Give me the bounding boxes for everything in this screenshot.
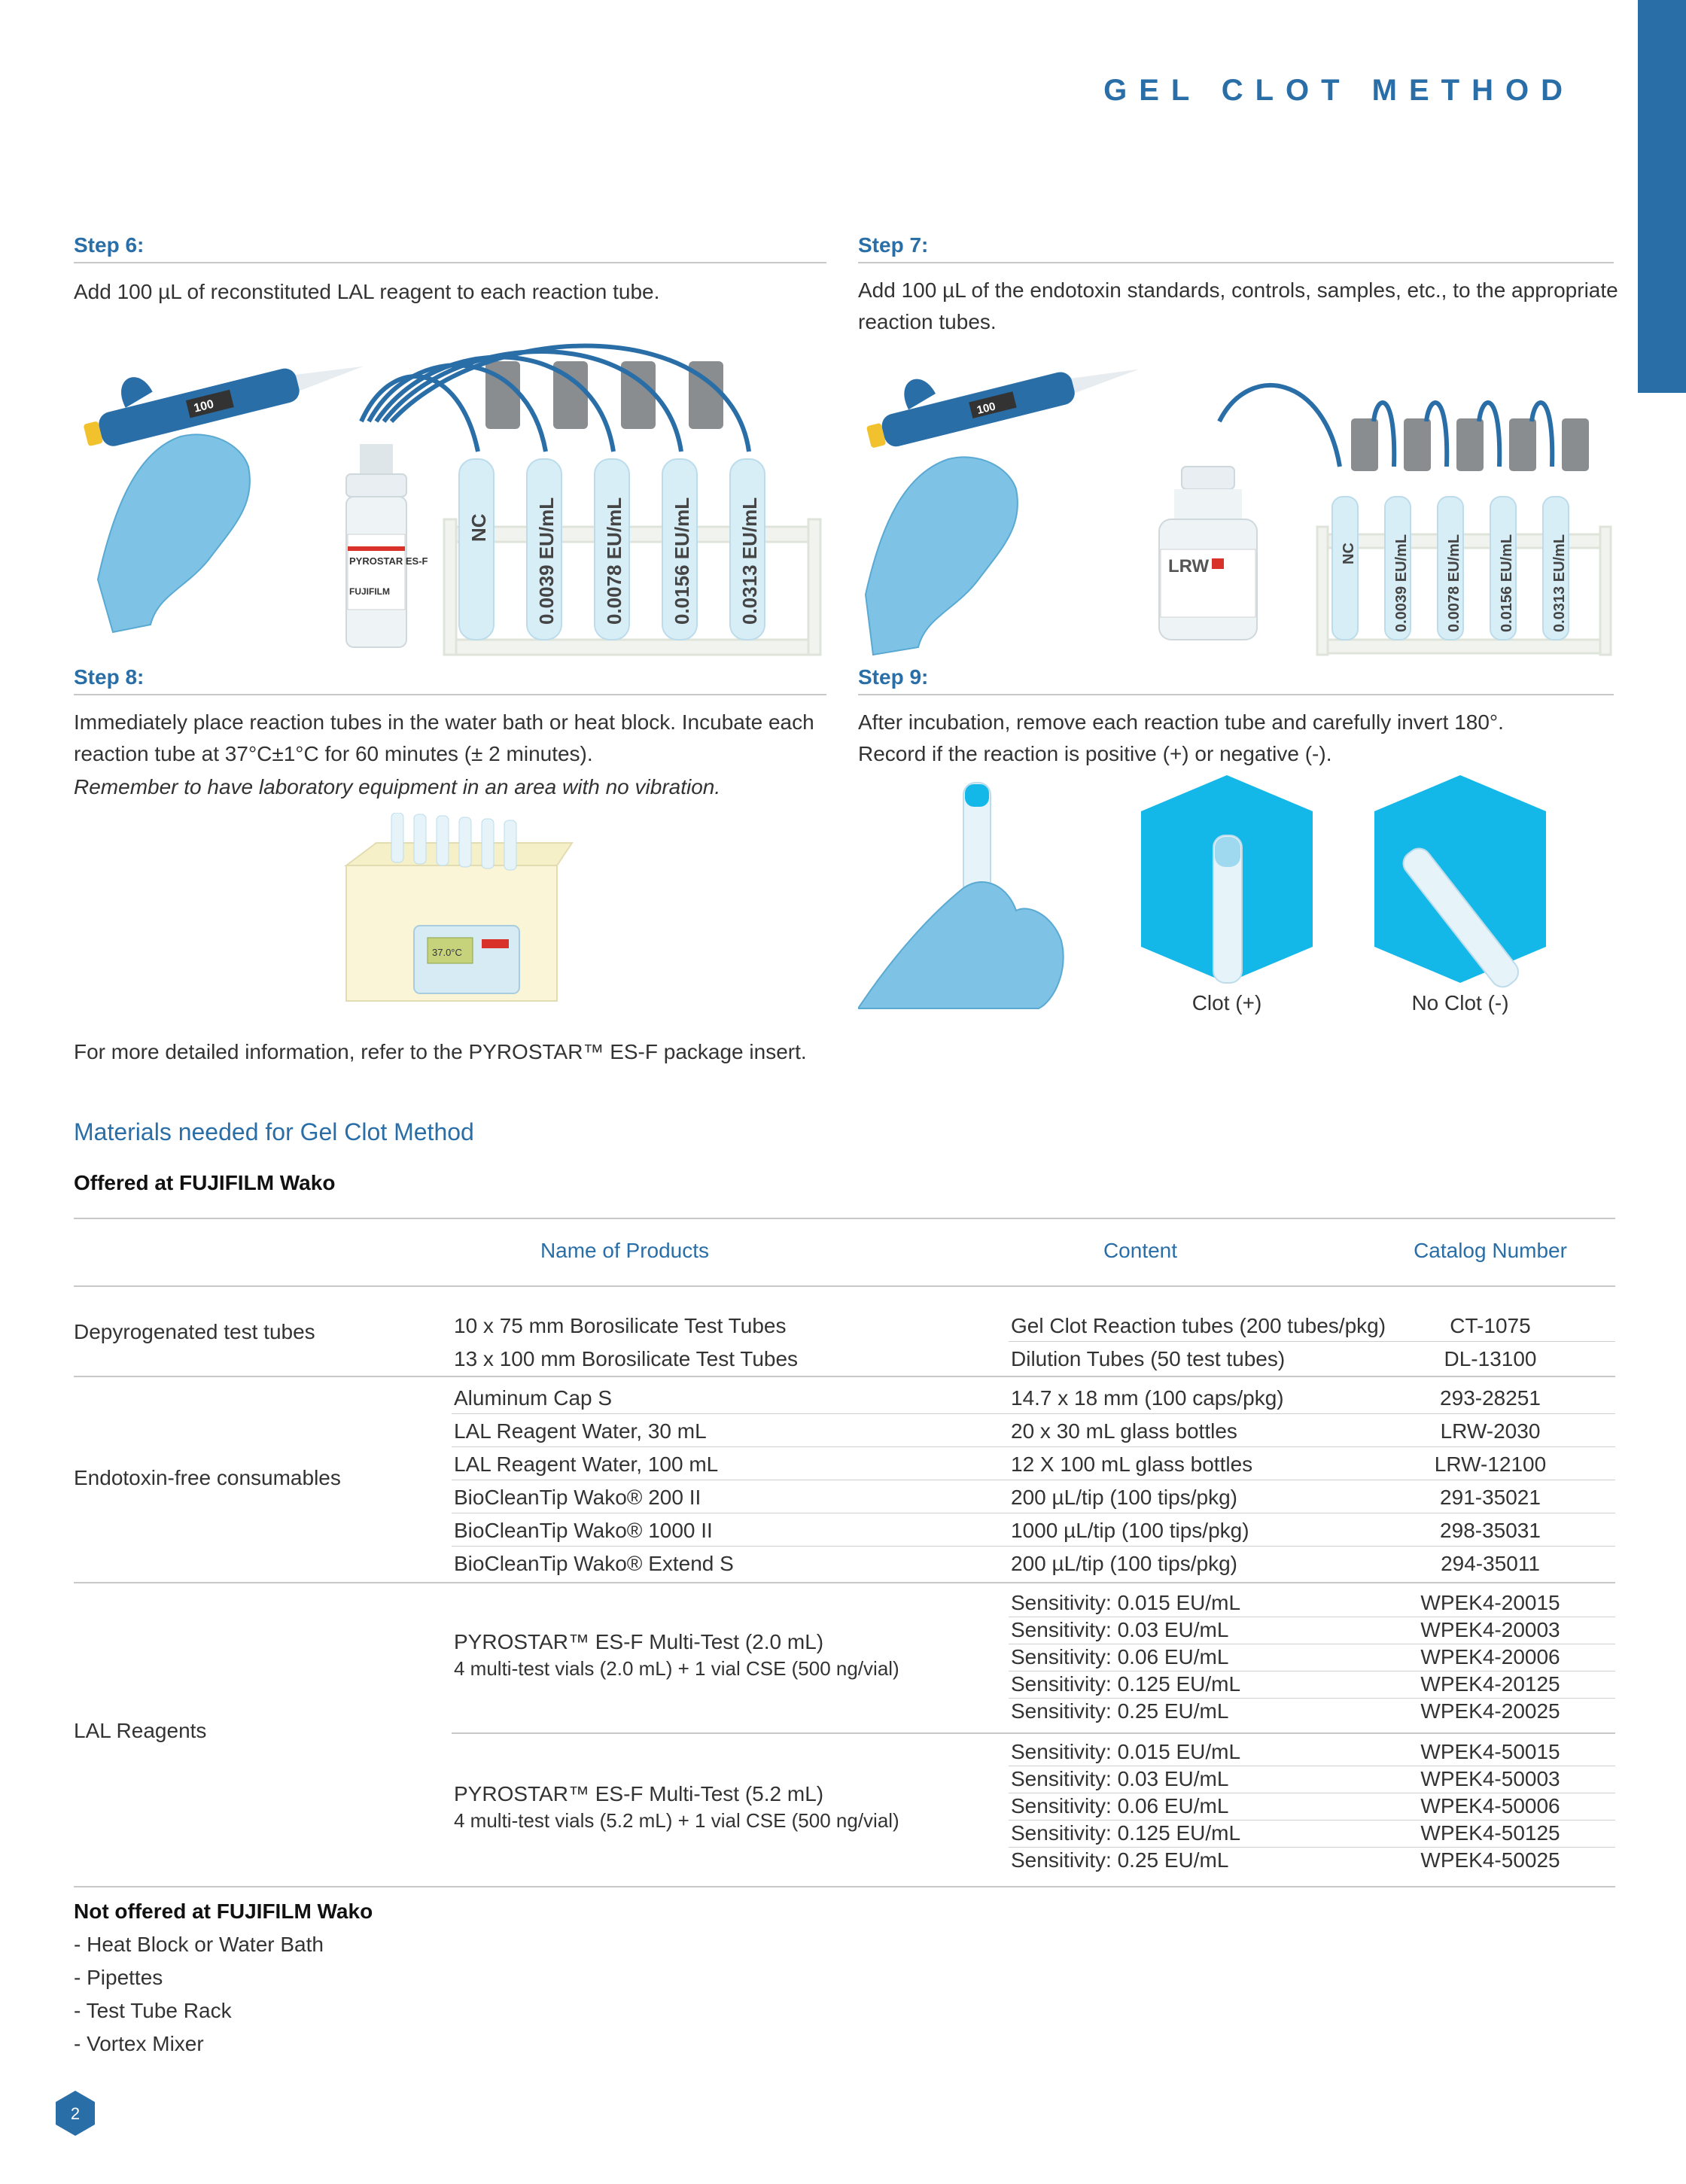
more-info-note: For more detailed information, refer to the PYROSTAR™ ES-F package insert. (74, 1040, 807, 1063)
product-desc-2ml: 4 multi-test vials (2.0 mL) + 1 vial CSE (500 ng/vial) (454, 1657, 899, 1680)
table-row-catalog: WPEK4-20015 (1420, 1591, 1560, 1614)
table-row-content: Sensitivity: 0.125 EU/mL (1011, 1672, 1241, 1696)
product-desc-5ml: 4 multi-test vials (5.2 mL) + 1 vial CSE (500 ng/vial) (454, 1809, 899, 1832)
list-item: - Test Tube Rack (74, 1999, 232, 2022)
step-6-rule (74, 262, 826, 263)
dispense-arrows (1219, 385, 1552, 467)
step-6-illustration (68, 331, 835, 662)
heat-block (346, 843, 572, 1001)
step-9-title: Step 9: (858, 665, 929, 689)
table-row-content: Sensitivity: 0.25 EU/mL (1011, 1848, 1229, 1872)
step-6-title: Step 6: (74, 233, 145, 257)
pipette (75, 331, 368, 452)
table-row-catalog: WPEK4-50006 (1420, 1794, 1560, 1817)
table-row-name: Aluminum Cap S (454, 1386, 613, 1410)
step-8-illustration (331, 813, 587, 1008)
table-row-content: Gel Clot Reaction tubes (200 tubes/pkg) (1011, 1314, 1386, 1337)
pipette-display: 100 (192, 397, 215, 415)
product-name-5ml: PYROSTAR™ ES-F Multi-Test (5.2 mL) (454, 1782, 824, 1805)
materials-title: Materials needed for Gel Clot Method (74, 1118, 474, 1145)
step-9-text-line1: After incubation, remove each reaction tube and carefully invert 180°. (858, 710, 1504, 734)
table-row-catalog: WPEK4-20003 (1420, 1618, 1560, 1641)
clot-positive-hexagon (1141, 775, 1313, 983)
table-header-rule (74, 1285, 1615, 1287)
step-9-text-line2: Record if the reaction is positive (+) or negative (-). (858, 742, 1332, 765)
page-header-title: GEL CLOT METHOD (1103, 74, 1575, 107)
side-accent-bar (1638, 0, 1686, 393)
row-divider (452, 1446, 1615, 1447)
gloved-hand (866, 457, 1018, 655)
tube-label-1: 0.0039 EU/mL (535, 497, 558, 625)
table-row-content: Sensitivity: 0.03 EU/mL (1011, 1618, 1229, 1641)
step-8-text-line1: Immediately place reaction tubes in the water bath or heat block. Incubate each (74, 710, 814, 734)
table-top-rule (74, 1218, 1615, 1219)
table-row-catalog: LRW-12100 (1434, 1452, 1547, 1476)
table-row-content: Dilution Tubes (50 test tubes) (1011, 1347, 1286, 1370)
table-row-catalog: WPEK4-20006 (1420, 1645, 1560, 1668)
table-row-name: LAL Reagent Water, 30 mL (454, 1419, 707, 1443)
category-consumables: Endotoxin-free consumables (74, 1466, 341, 1489)
table-row-name: BioCleanTip Wako® Extend S (454, 1552, 734, 1575)
heat-block-display: 37.0°C (432, 947, 462, 958)
table-row-name: LAL Reagent Water, 100 mL (454, 1452, 719, 1476)
table-row-name: 13 x 100 mm Borosilicate Test Tubes (454, 1347, 799, 1370)
table-row-catalog: WPEK4-20025 (1420, 1699, 1560, 1723)
tube-label-3: 0.0156 EU/mL (671, 497, 693, 625)
table-row-name: BioCleanTip Wako® 1000 II (454, 1519, 713, 1542)
table-row-content: Sensitivity: 0.015 EU/mL (1011, 1591, 1241, 1614)
step-6-text: Add 100 µL of reconstituted LAL reagent to each reaction tube. (74, 280, 660, 303)
table-row-content: 200 µL/tip (100 tips/pkg) (1011, 1552, 1237, 1575)
page-number-badge (56, 2091, 95, 2136)
table-row-content: Sensitivity: 0.03 EU/mL (1011, 1767, 1229, 1790)
page-number: 2 (70, 2104, 81, 2123)
product-divider (452, 1732, 1615, 1734)
table-row-content: Sensitivity: 0.06 EU/mL (1011, 1645, 1229, 1668)
step-9-illustration (858, 775, 1618, 1024)
not-offered-title: Not offered at FUJIFILM Wako (74, 1900, 373, 1923)
col-header-content: Content (1103, 1239, 1178, 1262)
vial-brand: FUJIFILM (349, 586, 390, 597)
table-row-content: 14.7 x 18 mm (100 caps/pkg) (1011, 1386, 1284, 1410)
table-row-content: Sensitivity: 0.015 EU/mL (1011, 1740, 1241, 1763)
col-header-name: Name of Products (540, 1239, 710, 1262)
tube-label-1: 0.0039 EU/mL (1393, 534, 1410, 632)
table-row-catalog: CT-1075 (1450, 1314, 1531, 1337)
step-7-text-line1: Add 100 µL of the endotoxin standards, controls, samples, etc., to the appropriate (858, 278, 1618, 302)
gloved-hand (98, 434, 250, 632)
bottle-label-lrw: LRW (1168, 556, 1210, 576)
table-row-catalog: WPEK4-20125 (1420, 1672, 1560, 1696)
step-7-illustration (858, 346, 1618, 662)
clot-negative-hexagon (1374, 775, 1546, 992)
product-name-2ml: PYROSTAR™ ES-F Multi-Test (2.0 mL) (454, 1630, 824, 1653)
category-test-tubes: Depyrogenated test tubes (74, 1320, 315, 1343)
list-item: - Pipettes (74, 1966, 163, 1989)
table-row-catalog: LRW-2030 (1440, 1419, 1541, 1443)
group-divider (74, 1376, 1615, 1377)
table-row-content: Sensitivity: 0.125 EU/mL (1011, 1821, 1241, 1845)
table-row-content: 200 µL/tip (100 tips/pkg) (1011, 1486, 1237, 1509)
row-divider (452, 1546, 1615, 1547)
list-item: - Vortex Mixer (74, 2032, 204, 2055)
table-row-catalog: WPEK4-50125 (1420, 1821, 1560, 1845)
table-row-content: 12 X 100 mL glass bottles (1011, 1452, 1253, 1476)
table-row-content: 20 x 30 mL glass bottles (1011, 1419, 1237, 1443)
category-lal-reagents: LAL Reagents (74, 1719, 207, 1742)
pyrostar-vial (346, 444, 428, 647)
step-7-title: Step 7: (858, 233, 929, 257)
step-7-rule (858, 262, 1614, 263)
pipette (858, 346, 1143, 452)
offered-title: Offered at FUJIFILM Wako (74, 1171, 336, 1194)
col-header-catalog: Catalog Number (1414, 1239, 1567, 1262)
table-bottom-rule (74, 1886, 1615, 1887)
lrw-bottle (1159, 467, 1257, 640)
step-8-text-note: Remember to have laboratory equipment in an area with no vibration. (74, 775, 721, 798)
row-divider (1009, 1698, 1615, 1699)
step-8-title: Step 8: (74, 665, 145, 689)
hand-with-tube (858, 783, 1064, 1008)
clot-negative-label: No Clot (-) (1411, 991, 1509, 1014)
list-item: - Heat Block or Water Bath (74, 1933, 324, 1956)
table-row-catalog: 294-35011 (1441, 1552, 1540, 1575)
tube-label-4: 0.0313 EU/mL (1551, 534, 1568, 632)
step-9-rule (858, 694, 1614, 695)
row-divider (1009, 1847, 1615, 1848)
step-7-text-line2: reaction tubes. (858, 310, 997, 333)
table-row-catalog: WPEK4-50003 (1420, 1767, 1560, 1790)
table-row-catalog: WPEK4-50025 (1420, 1848, 1560, 1872)
tube-label-3: 0.0156 EU/mL (1499, 534, 1515, 632)
row-divider (1009, 1820, 1615, 1821)
group-divider (74, 1582, 1615, 1583)
row-divider (1009, 1341, 1615, 1342)
table-row-name: BioCleanTip Wako® 200 II (454, 1486, 701, 1509)
tube-label-4: 0.0313 EU/mL (738, 497, 761, 625)
tube-label-2: 0.0078 EU/mL (1446, 534, 1462, 632)
pipette-display: 100 (975, 400, 997, 418)
table-row-content: Sensitivity: 0.06 EU/mL (1011, 1794, 1229, 1817)
table-row-content: 1000 µL/tip (100 tips/pkg) (1011, 1519, 1249, 1542)
table-row-catalog: 293-28251 (1440, 1386, 1541, 1410)
table-row-catalog: 291-35021 (1440, 1486, 1541, 1509)
tube-label-nc: NC (467, 513, 490, 542)
tube-label-2: 0.0078 EU/mL (603, 497, 625, 625)
step-8-text-line2: reaction tube at 37°C±1°C for 60 minutes (± 2 minutes). (74, 742, 593, 765)
clot-positive-label: Clot (+) (1191, 991, 1262, 1014)
row-divider (452, 1413, 1615, 1414)
tube-label-nc: NC (1341, 543, 1357, 564)
table-row-catalog: DL-13100 (1444, 1347, 1537, 1370)
table-row-catalog: WPEK4-50015 (1420, 1740, 1560, 1763)
step-8-rule (74, 694, 826, 695)
table-row-catalog: 298-35031 (1440, 1519, 1541, 1542)
table-row-name: 10 x 75 mm Borosilicate Test Tubes (454, 1314, 787, 1337)
table-row-content: Sensitivity: 0.25 EU/mL (1011, 1699, 1229, 1723)
vial-label-pyrostar: PYROSTAR ES-F (349, 555, 428, 567)
